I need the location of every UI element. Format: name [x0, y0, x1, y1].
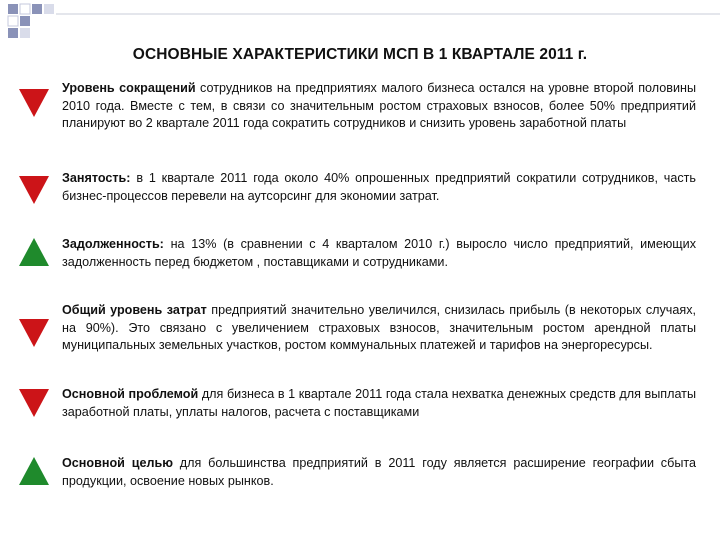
list-item: Общий уровень затрат предприятий значительно увеличился, снизилась прибыль (в некоторых случаях, на 90%). Это связано с увеличением страховых взносов, значительным ростом арендной платы муниципальных земельных участков, ростом коммунальных платежей и тарифов на энергоресурсы.	[62, 303, 696, 352]
triangle-down-icon	[18, 175, 50, 205]
triangle-down-icon	[18, 388, 50, 418]
list-item: Уровень сокращений сотрудников на предприятиях малого бизнеса остался на уровне второй половины 2010 года. Вместе с тем, в связи со значительным ростом страховых взносов, более 50% предприятий планируют во 2 квартале 2011 года сократить сотрудников и снизить уровень заработной платы	[62, 81, 696, 130]
list-item: Основной целью для большинства предприятий в 2011 году является расширение географии сбыта продукции, освоение новых рынков.	[62, 456, 697, 488]
page-title: ОСНОВНЫЕ ХАРАКТЕРИСТИКИ МСП В 1 КВАРТАЛЕ 2011 г.	[132, 46, 588, 63]
list-item: Задолженность: на 13% (в сравнении с 4 кварталом 2010 г.) выросло число предприятий, имеющих задолженность перед бюджетом , поставщиками и сотрудниками.	[62, 237, 696, 269]
triangle-up-icon	[18, 456, 50, 486]
triangle-down-icon	[18, 318, 50, 348]
corner-decoration	[0, 0, 720, 50]
triangle-up-icon	[18, 237, 50, 267]
list-item: Основной проблемой для бизнеса в 1 квартале 2011 года стала нехватка денежных средств для выплаты заработной платы, уплаты налогов, расчета с поставщиками	[62, 387, 696, 419]
triangle-down-icon	[18, 88, 50, 118]
list-item: Занятость: в 1 квартале 2011 года около 40% опрошенных предприятий сократили сотрудников, часть бизнес-процессов перевели на аутсорсинг для экономии затрат.	[62, 171, 696, 203]
